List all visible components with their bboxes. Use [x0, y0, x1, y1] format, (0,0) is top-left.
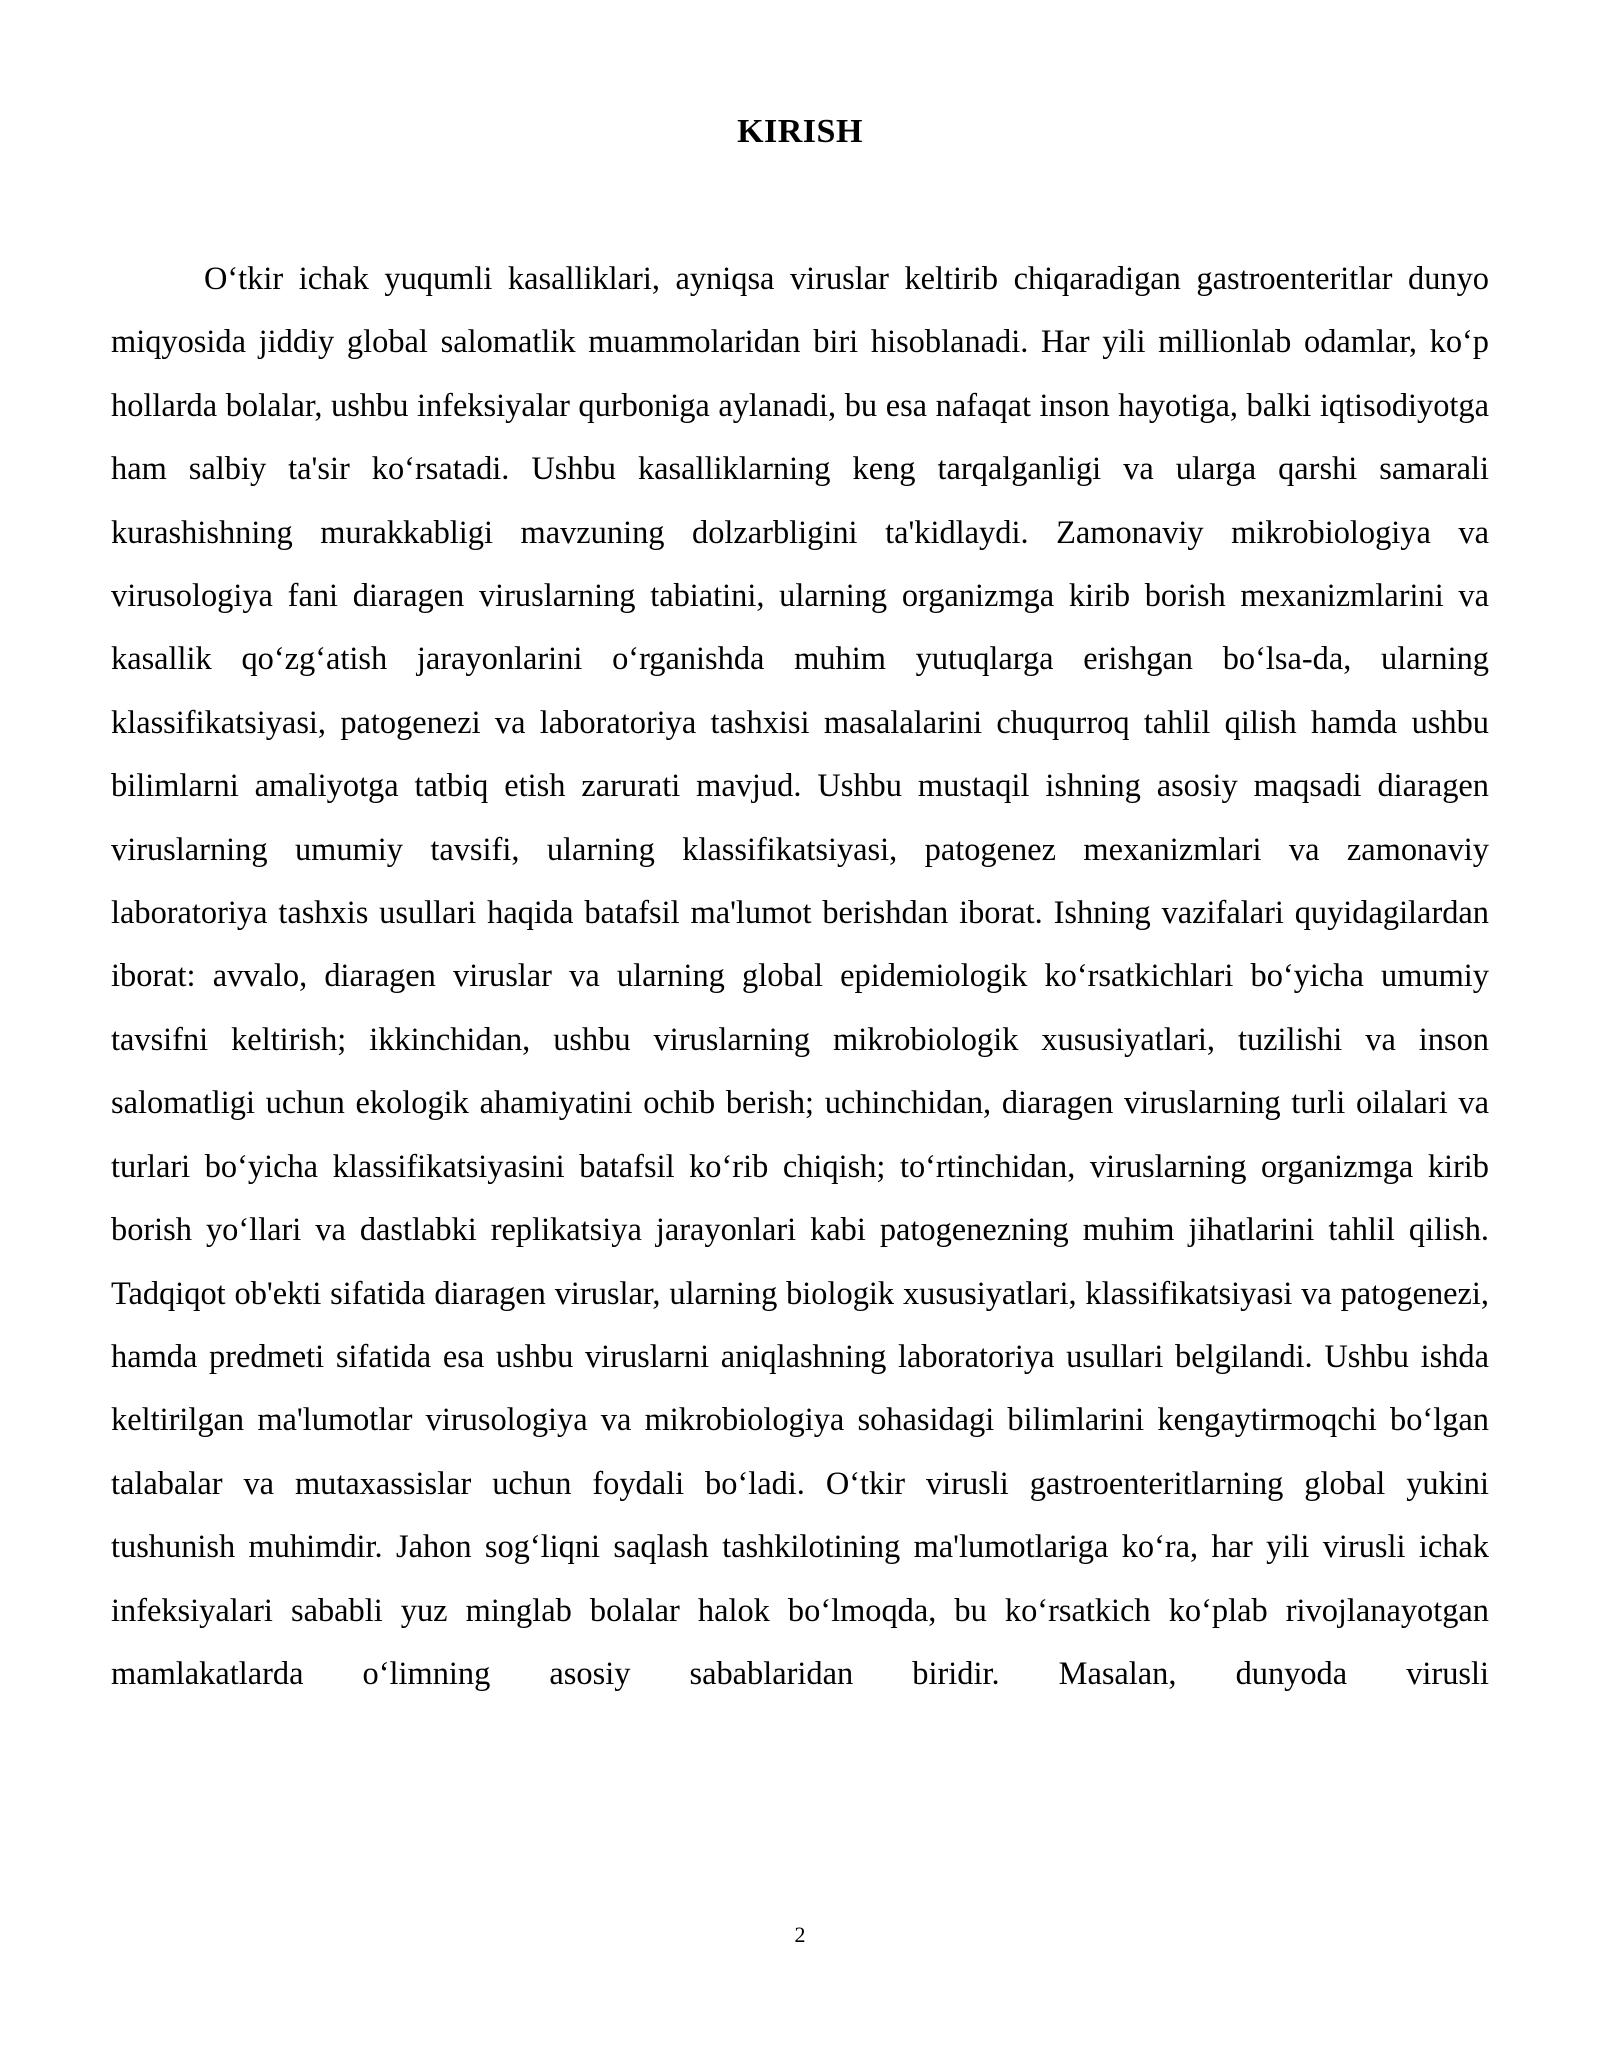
- body-paragraph: O‘tkir ichak yuqumli kasalliklari, ayniqsa viruslar keltirib chiqaradigan gastroenteritlar dunyo miqyosida jiddiy global salomatlik muammolaridan biri hisoblanadi. Har yili millionlab odamlar, ko‘p hollarda bolalar, ushbu infeksiyalar qurboniga aylanadi, bu esa nafaqat inson hayotiga, balki iqtisodiyotga ham salbiy ta'sir ko‘rsatadi. Ushbu kasalliklarning keng tarqalganligi va ularga qarshi samarali kurashishning murakkabligi mavzuning dolzarbligini ta'kidlaydi. Zamonaviy mikrobiologiya va virusologiya fani diaragen viruslarning tabiatini, ularning organizmga kirib borish mexanizmlarini va kasallik qo‘zg‘atish jarayonlarini o‘rganishda muhim yutuqlarga erishgan bo‘lsa-da, ularning klassifikatsiyasi, patogenezi va laboratoriya tashxisi masalalarini chuqurroq tahlil qilish hamda ushbu bilimlarni amaliyotga tatbiq etish zarurati mavjud. Ushbu mustaqil ishning asosiy maqsadi diaragen viruslarning umumiy tavsifi, ularning klassifikatsiyasi, patogenez mexanizmlari va zamonaviy laboratoriya tashxis usullari haqida batafsil ma'lumot berishdan iborat. Ishning vazifalari quyidagilardan iborat: avvalo, diaragen viruslar va ularning global epidemiologik ko‘rsatkichlari bo‘yicha umumiy tavsifni keltirish; ikkinchidan, ushbu viruslarning mikrobiologik xususiyatlari, tuzilishi va inson salomatligi uchun ekologik ahamiyatini ochib berish; uchinchidan, diaragen viruslarning turli oilalari va turlari bo‘yicha klassifikatsiyasini batafsil ko‘rib chiqish; to‘rtinchidan, viruslarning organizmga kirib borish yo‘llari va dastlabki replikatsiya jarayonlari kabi patogenezning muhim jihatlarini tahlil qilish. Tadqiqot ob'ekti sifatida diaragen viruslar, ularning biologik xususiyatlari, klassifikatsiyasi va patogenezi, hamda predmeti sifatida esa ushbu viruslarni aniqlashning laboratoriya usullari belgilandi. Ushbu ishda keltirilgan ma'lumotlar virusologiya va mikrobiologiya sohasidagi bilimlarini kengaytirmoqchi bo‘lgan talabalar va mutaxassislar uchun foydali bo‘ladi. O‘tkir virusli gastroenteritlarning global yukini tushunish muhimdir. Jahon sog‘liqni saqlash tashkilotining ma'lumotlariga ko‘ra, har yili virusli ichak infeksiyalari sababli yuz minglab bolalar halok bo‘lmoqda, bu ko‘rsatkich ko‘plab rivojlanayotgan mamlakatlarda o‘limning asosiy sabablaridan biridir. Masalan, dunyoda virusli: [111, 261, 1489, 1692]
- page-number: 2: [794, 1922, 806, 1947]
- page-heading: KIRISH: [737, 113, 863, 150]
